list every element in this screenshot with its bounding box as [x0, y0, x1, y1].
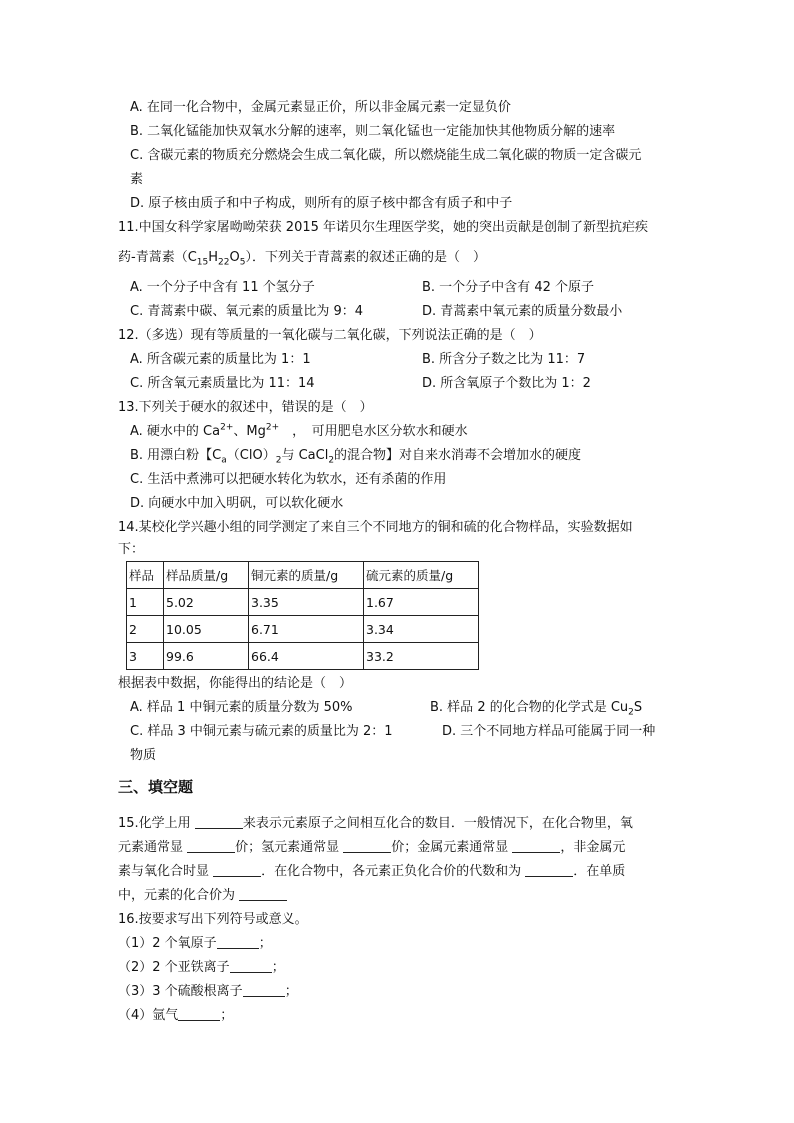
q11-option-a: A. 一个分子中含有 11 个氢分子 — [130, 280, 315, 295]
table-cell: 2 — [127, 616, 164, 643]
q15-line1: 15.化学上用 来表示元素原子之间相互化合的数目．一般情况下，在化合物里，氧 — [118, 816, 633, 831]
table-header-cell: 样品质量/g — [164, 562, 249, 589]
answer-blank[interactable] — [195, 814, 243, 829]
q10-option-d: D. 原子核由质子和中子构成，则所有的原子核中都含有质子和中子 — [130, 196, 513, 211]
q11-stem-line1: 11.中国女科学家屠呦呦荣获 2015 年诺贝尔生理医学奖，她的突出贡献是创制了新型抗疟疾 — [118, 220, 649, 235]
q12-stem: 12.（多选）现有等质量的一氧化碳与二氧化碳，下列说法正确的是（ ） — [118, 328, 542, 343]
answer-blank[interactable] — [243, 982, 285, 997]
q12-options-cd — [118, 372, 678, 396]
q16-item: （2）2 个亚铁离子 ； — [118, 960, 285, 975]
answer-blank[interactable] — [525, 862, 573, 877]
table-cell: 3.35 — [249, 589, 364, 616]
q14-option-b: B. 样品 2 的化合物的化学式是 $Cu_2S$ — [430, 700, 643, 718]
q13-option-b: B. 用漂白粉【$C_a(ClO)_2$与 CaCl$_2$的混合物】对自来水消毒不会增加水的硬度 — [130, 448, 582, 466]
q13-option-d: D. 向硬水中加入明矾，可以软化硬水 — [130, 496, 344, 511]
answer-blank[interactable] — [217, 934, 259, 949]
table-row — [127, 616, 479, 643]
table-cell: 1 — [127, 589, 164, 616]
table-cell: 1.67 — [364, 589, 479, 616]
q13-option-c: C. 生活中煮沸可以把硬水转化为软水，还有杀菌的作用 — [130, 472, 447, 487]
q11-option-c: C. 青蒿素中碳、氧元素的质量比为 9：4 — [130, 304, 364, 319]
q14-stem-line1: 14.某校化学兴趣小组的同学测定了来自三个不同地方的铜和硫的化合物样品，实验数据如 — [118, 520, 633, 535]
q14-options-cd — [118, 720, 678, 744]
q12-option-b: B. 所含分子数之比为 11：7 — [422, 352, 586, 367]
q15-line2: 元素通常显 价；氢元素通常显 价；金属元素通常显 ，非金属元 — [118, 840, 626, 855]
table-cell: 6.71 — [249, 616, 364, 643]
table-row — [127, 643, 479, 670]
q10-option-c-cont: 素 — [130, 172, 144, 187]
table-header-cell: 铜元素的质量/g — [249, 562, 364, 589]
table-row — [127, 589, 479, 616]
q10-option-b: B. 二氧化锰能加快双氧水分解的速率，则二氧化锰也一定能加快其他物质分解的速率 — [130, 124, 616, 139]
q13-stem: 13.下列关于硬水的叙述中，错误的是（ ） — [118, 400, 373, 415]
table-header-cell: 硫元素的质量/g — [364, 562, 479, 589]
table-cell: 3.34 — [364, 616, 479, 643]
table-cell: 3 — [127, 643, 164, 670]
table-header-row — [127, 562, 479, 589]
q12-option-c: C. 所含氧元素质量比为 11：14 — [130, 376, 315, 391]
q12-option-d: D. 所含氧原子个数比为 1：2 — [422, 376, 591, 391]
q11-stem-line2: 药-青蒿素$(C_{15}H_{22}O_5)$．下列关于青蒿素的叙述正确的是（ ） — [118, 250, 486, 268]
q14-options-ab — [118, 696, 678, 720]
answer-blank[interactable] — [343, 838, 391, 853]
table-cell: 5.02 — [164, 589, 249, 616]
q12-options-ab — [118, 348, 678, 372]
q14-option-d-cont: 物质 — [130, 748, 157, 763]
table-cell: 33.2 — [364, 643, 479, 670]
answer-blank[interactable] — [187, 838, 235, 853]
q14-option-a: A. 样品 1 中铜元素的质量分数为 50% — [130, 700, 353, 715]
answer-blank[interactable] — [230, 958, 272, 973]
q11-option-d: D. 青蒿素中氧元素的质量分数最小 — [422, 304, 623, 319]
q14-after-table: 根据表中数据，你能得出的结论是（ ） — [118, 676, 353, 691]
table-cell: 10.05 — [164, 616, 249, 643]
q14-stem-line2: 下： — [118, 542, 145, 557]
q12-option-a: A. 所含碳元素的质量比为 1：1 — [130, 352, 311, 367]
table-cell: 99.6 — [164, 643, 249, 670]
table-cell: 66.4 — [249, 643, 364, 670]
section-title-fill-in: 三、填空题 — [118, 778, 194, 796]
q10-option-a: A. 在同一化合物中，金属元素显正价，所以非金属元素一定显负价 — [130, 100, 511, 115]
answer-blank[interactable] — [512, 838, 560, 853]
q16-item: （4）氩气 ； — [118, 1008, 234, 1023]
table-header-cell: 样品 — [127, 562, 164, 589]
answer-blank[interactable] — [239, 886, 287, 901]
q11-option-b: B. 一个分子中含有 42 个原子 — [422, 280, 594, 295]
q15-line3: 素与氧化合时显 ．在化合物中，各元素正负化合价的代数和为 ．在单质 — [118, 864, 626, 879]
answer-blank[interactable] — [213, 862, 261, 877]
q16-item: （3）3 个硫酸根离子 ； — [118, 984, 298, 999]
q11-options-ab — [118, 276, 678, 300]
q14-option-c: C. 样品 3 中铜元素与硫元素的质量比为 2：1 — [130, 724, 393, 739]
exam-page — [118, 96, 678, 1028]
q15-line4: 中，元素的化合价为 — [118, 884, 678, 908]
sample-data-table — [126, 561, 479, 670]
answer-blank[interactable] — [178, 1006, 220, 1021]
q16-stem: 16.按要求写出下列符号或意义。 — [118, 912, 308, 927]
q16-item: （1）2 个氧原子 ； — [118, 936, 272, 951]
q11-options-cd — [118, 300, 678, 324]
q13-option-a: A. 硬水中的 $Ca^{2+}$、$Mg^{2+}$ ， 可用肥皂水区分软水和硬水 — [130, 422, 468, 439]
q10-option-c: C. 含碳元素的物质充分燃烧会生成二氧化碳，所以燃烧能生成二氧化碳的物质一定含碳元 — [130, 148, 642, 163]
q14-option-d: D. 三个不同地方样品可能属于同一种 — [442, 724, 656, 739]
